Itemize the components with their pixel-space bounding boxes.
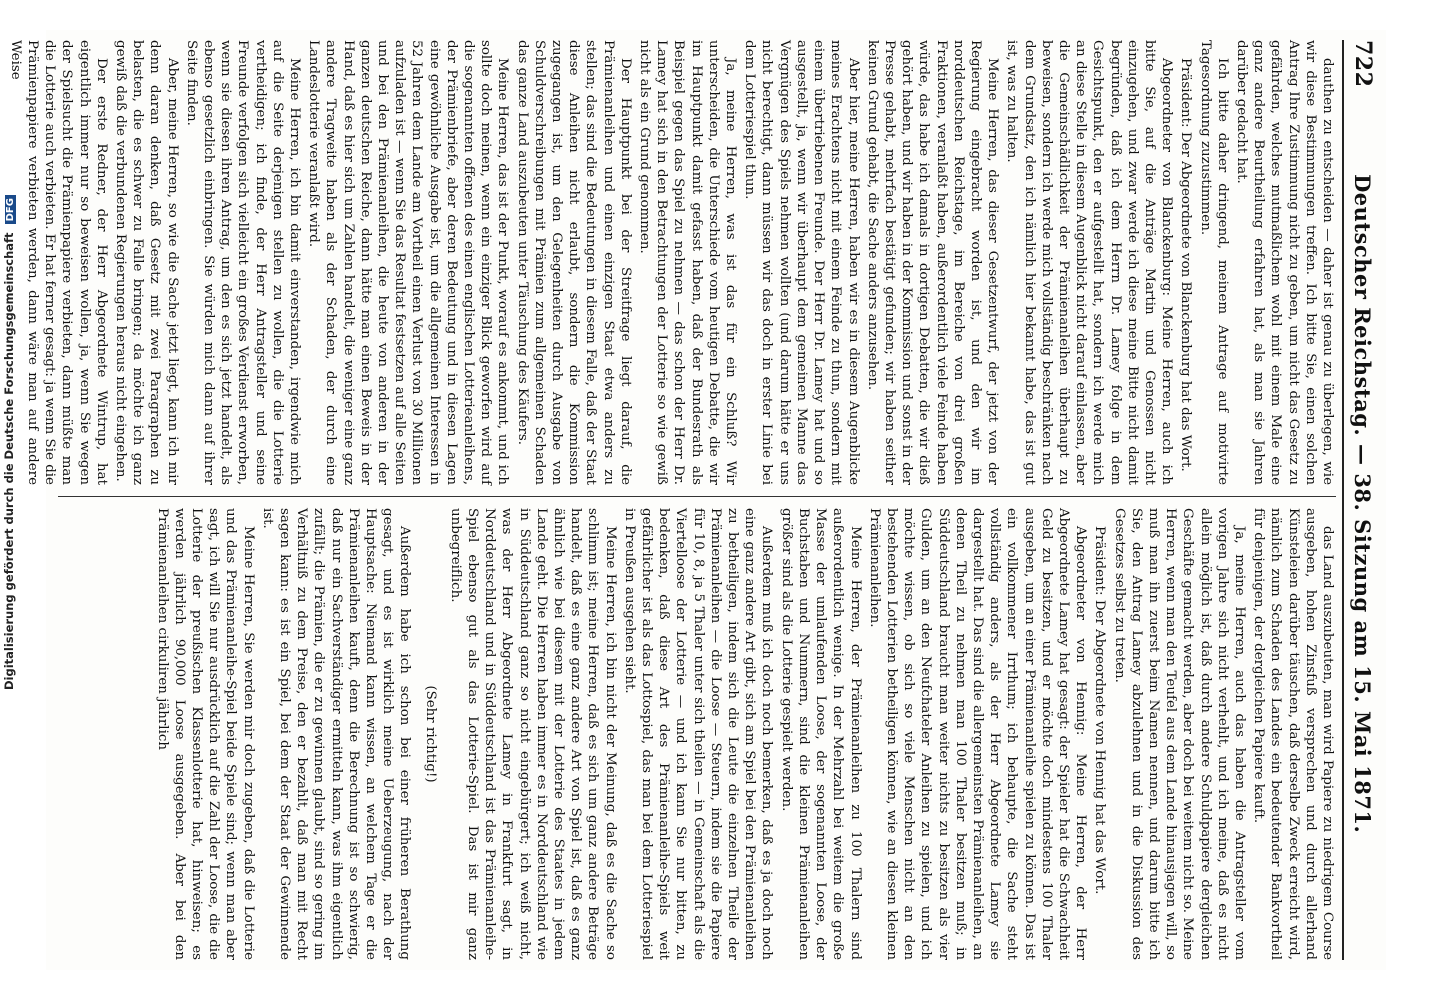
paragraph: Außerdem habe ich schon bei einer früheren Berathung gesagt, und es ist wirklich meine Ueberzeugung, nach der Hauptsache: Niemand kann wissen, an welchem Tage er die Prämienanleihen kauft, denn die Berechnung ist so schwierig, daß nur ein Sachverständiger ermitteln kann, was ihm eigentlich zufällt; die Prämien, die er zu gewinnen glaubt, sind so gering im Verhältniß zu dem Preise, den er bezahlt, daß man mit Recht sagen kann: es ist ein Spiel, bei dem der Staat der Gewinnende ist.	[259, 508, 413, 960]
paragraph: Der Hauptpunkt bei der Streitfrage liegt darauf, die Prämienanleihen und einen einzigen Staat etwa anders zu stellen; das sind die Bedeutungen in diesem Falle, daß der Staat diese Anleihen nicht erlaubt, sondern die Kommission zugegangen ist, um den Gelegenheiten durch Ausgabe von Schuldverschreibungen mit Prämien zum allgemeinen Schaden das ganze Land auszubeuten unter Täuschung des Käufers.	[514, 40, 633, 485]
paragraph: Meine Herren, ich bin damit einverstanden, irgendwie mich auf die Seite derjenigen stellen zu wollen, die die Lotterie vertheidigen; ich finde, der Herr Antragsteller und seine Freunde verfolgen sich vielleicht ein großes Verdienst erworben, wenn sie diesen ihren Antrag, um den es sich jetzt handelt, als ebenso gesetzlich einbringen. Sie würden mich dann auf ihrer Seite finden.	[183, 40, 303, 485]
running-title: Deutscher Reichstag. — 38. Sitzung am 15. Mai 1871.	[1350, 174, 1376, 834]
digitization-notice	[2, 198, 18, 690]
paragraph: Meine Herren, das ist der Punkt, worauf es ankommt, und ich sollte doch meinen, wenn ein einziger Blick geworfen wird auf die sogenannten offenen des einen englischen Lotterieanleihens, der Prämienbriefe, aber deren Bedeutung und in diesen Lagen eine gewöhnliche Ausgabe ist, um die allgemeinen Interessen in 52 Jahren dem Lande am Vortheil einen Verlust von 30 Millionen aufzuladen ist — wenn Sie das Resultat festsetzen auf alle Seiten und bei den Prämienanleihen, die heute von anderen in der ganzen deutschen Reiche, dann hätte man einen Beweis in der Hand, daß es hier sich um Zahlen handelt, die weniger eine ganz andere Tragweite haben als der Schaden, der durch eine Landeslotterie veranlaßt wird.	[306, 40, 511, 485]
page-number: 722	[1350, 40, 1376, 88]
paragraph: Außerdem muß ich doch noch bemerken, daß es ja doch noch eine ganz andere Art gibt, sich am Spiel bei den Prämienanleihen zu betheiligen, indem sich die Leute die einzelnen Theile der Prämienanleihen — die Loose — Steuern, indem sie die Papiere für 10, 8, ja 5 Thaler unter sich theilen — in Gemeinschaft als die Viertelloose der Lotterie — und ich kann Sie nur bitten, zu bedenken, daß diese Art des Prämienanleihe-Spiels weit gefährlicher ist als das Lottospiel, das man bei dem Lotteriespiel in Preußen ausgehen sieht.	[621, 508, 775, 960]
paragraph: Meine Herren, das dieser Gesetzentwurf, der jetzt von der Regierung eingebracht worden ist, und den wir im norddeutschen Reichstage, im Bereiche von drei großen Fraktionen, veranlaßt haben, außerordentlich viele Feinde haben würde, das habe ich damals in dortigen Debatten, die wir dieß gehört haben, und wir haben in der Kommission und sonst in der Presse gehabt, mehrfach bestätigt gefunden; wir haben seither keinen Grund gehabt, die Sache anders anzusehen.	[864, 40, 1001, 485]
paragraph: Meine Herren, Sie werden mir doch zugeben, daß die Lotterie und das Prämienanleihe-Spiel beide Spiele sind; wenn man aber sagt, ich will Sie nur ausdrücklich auf die Zahl der Loose, die die Lotterie der preußischen Klassenlotterie hat, hinweisen; es werden jährlich 90,000 Loose ausgegeben. Aber bei den Prämienanleihen cirkuliren jährlich	[154, 508, 256, 960]
paragraph: Ja, meine Herren, auch das haben die Antragsteller vom vorigen Jahre sich nicht verhehlt, und ich meine, daß es nicht allein möglich ist, daß durch andere Schuldpapiere dergleichen Geschäfte gemacht werden, aber doch bei weitem nicht so. Meine Herren, wenn man den Teufel aus dem Lande hinausjagen will, so muß man ihn zuerst beim Namen nennen, und darum bitte ich Sie, den Antrag Lamey abzulehnen und in die Diskussion des Gesetzes selbst zu treten.	[1111, 508, 1247, 960]
text-column-right	[56, 508, 1336, 960]
paragraph: Präsident: Der Abgeordnete von Hennig hat das Wort.	[1092, 526, 1108, 895]
paragraph: Aber hier, meine Herren, haben wir es in diesem Augenblicke meines Erachtens nicht mit einem Feinde zu thun, sondern mit einem übertriebenen Freunde. Der Herr Dr. Lamey hat und so ausgestellt, ja, wenn wir überhaupt dem gemeinen Manne das Vergnügen des Spiels nehmen wollten (und darum hätte er uns nicht berechtigt, dann müssen wir das doch in erster Linie bei dem Lotteriespiel thun.	[742, 40, 861, 485]
paragraph: Meine Herren, ich bin nicht der Meinung, daß es die Sache so schlimm ist; meine Herren, daß es sich um ganz andere Beträge handelt, daß es eine ganz andere Art von Spiel ist, daß es ganz ähnlich wie bei diesem mit der Lotterie des Staates in jedem Lande geht. Die Herren haben immer es in Norddeutschland wie in Süddeutschland ganz so nicht eingebürgert; ich weiß nicht, was der Herr Abgeordnete Lamey in Frankfurt sagt, in Norddeutschland und in Süddeutschland ist das Prämienanleihe-Spiel ebenso gut als das Lotterie-Spiel. Das ist mir ganz unbegreiflich.	[447, 508, 618, 960]
page-header	[1348, 40, 1378, 960]
paragraph: das Land auszubeuten, man wird Papiere zu niedrigem Course ausgeben, hohen Zinsfuß versprechen und durch allerhand Künsteleien darüber täuschen, daß derselbe Zweck erreicht wird, nämlich zum Schaden des Landes ein bedeutender Bankvortheil für denjenigen, der dergleichen Papiere kauft.	[1251, 508, 1335, 960]
paragraph: Der erste Redner, der Herr Abgeordnete Wintrup, hat eigentlich immer nur so beweisen wollen, ja, wenn Sie wegen der Spielsucht die Prämienpapiere verbieten, dann müßte man die Lotterie auch verbieten. Er hat ferner gesagt: ja wenn Sie die Prämienpapiere verbieten werden, dann wäre man auf andere Weise	[7, 40, 109, 485]
paragraph: dauthen zu entscheiden — daher ist genau zu überlegen, wie wir diese Bestimmungen treffen. Ich bitte Sie, einen solchen Antrag Ihre Zustimmung nicht zu geben, um nicht das Gesetz zu gefährden, welches mutmaßlichem wohl mit einem Male eine ganz andere Beurtheilung erfahren hat, als man sie Jahren darüber gedacht hat.	[1233, 40, 1335, 485]
paragraph: (Sehr richtig!)	[422, 685, 438, 783]
header-rule	[1342, 40, 1344, 960]
digitization-text: Digitalisierung gefördert durch die Deutsche Forschungsgemeinschaft	[2, 232, 16, 690]
paragraph: Präsident: Der Abgeordnete von Blanckenburg hat das Wort.	[1178, 58, 1194, 472]
paragraph: Abgeordneter von Blanckenburg: Meine Herren, auch ich bitte Sie, auf die Anträge Martin und Genossen nicht einzugehen, und zwar werde ich diese meine Bitte nicht damit begründen, daß ich dem Herrn Dr. Lamey folge in dem Gesichtspunkt, den er aufgestellt hat, sondern ich werde mich an diese Stelle in diesem Augenblick nicht darauf einlassen, aber die Gemeinschädlichkeit der Prämienanleihen überhaupt zu beweisen, sondern ich werde mich vollständig beschränken nach dem Grundsatz, den ich nämlich hier bekannt habe, das ist gut ist, was zu halten.	[1004, 40, 1175, 485]
dfg-logo: DFG	[5, 195, 16, 224]
paragraph: Aber, meine Herren, so wie die Sache jetzt liegt, kann ich mir denn daran denken, daß Gesetz mit zwei Paragraphen zu belasten, die es schwer zu Falle bringen; da möchte ich ganz gewiß daß die verbundenen Regierungen heraus nicht eingehen.	[112, 40, 180, 485]
paragraph: Meine Herren, der Prämienanleihen zu 100 Thalern sind außerordentlich wenige. In der Mehrzahl bei weitem die große Masse der umlaufenden Loose, der sogenannten Loose, der Buchstaben und Nummern, sind die kleinen Prämienanleihen größer sind als die Lotterie gespielt werden.	[778, 508, 863, 960]
paragraph: Ich bitte daher dringend, meinem Antrage auf motivirte Tagesordnung zuzustimmen.	[1197, 40, 1230, 485]
column-divider	[58, 496, 1336, 497]
paragraph: Ja, meine Herren, was ist das für ein Schluß? Wir unterscheiden, die Unterschiede vom heutigen Debatte, die wir im Hauptpunkt damit gefasst haben, daß der Bundesrath als Beispiel gegen das Spiel zu nehmen — das schon der Herr Dr. Lamey hat sich in den Betrachtungen der Lotterie so wie gewiß nicht als ein Grund genommen.	[637, 40, 739, 485]
paragraph: Abgeordneter von Hennig: Meine Herren, der Herr Abgeordnete Lamey hat gesagt: der Spieler hat die Schwachheit Geld zu besitzen, und er möchte doch mindestens 100 Thaler ausgeben, um an einer Prämienanleihe spielen zu können. Das ist ein vollkommener Irrthum; ich behaupte, die Sache steht vollständig anders, als der Herr Abgeordnete Lamey sie dargestellt hat. Das sind die allergemeinsten Prämienanleihen, an denen Theil zu nehmen man 100 Thaler besitzen muß; in Süddeutschland braucht man weiter nichts zu besitzen als vier Gulden, um an den Neufchateler Anleihen zu spielen, und ich möchte wissen, ob sich so viele Menschen nicht an den bestehenden Lotterien betheiligen können, wie an diesen kleinen Prämienanleihen.	[866, 508, 1089, 960]
